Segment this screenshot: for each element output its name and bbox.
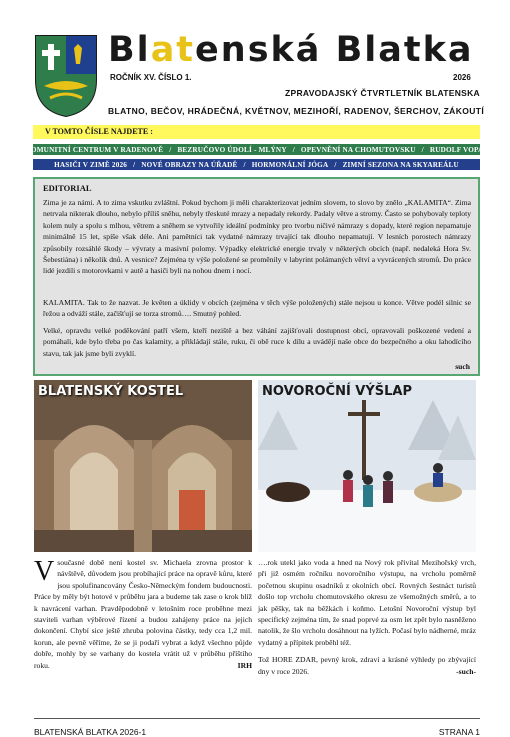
article-signature: IRH [237, 660, 252, 670]
toc-heading-bar [33, 125, 480, 139]
toc-item[interactable]: ZIMNÍ SEZONA NA SKYAREÁLU [342, 160, 459, 169]
footer-divider [34, 718, 480, 719]
toc-row-green: KOMUNITNÍ CENTRUM V RADENOVĚ / BEZRUČOVO ÚDOLÍ - MLÝNY / OPEVNĚNÍ NA CHOMUTOVSKU / RUDOLF VOPAT [25, 145, 488, 154]
hike-photo [258, 380, 476, 552]
photo-title: BLATENSKÝ KOSTEL [38, 384, 184, 399]
church-article [34, 557, 252, 671]
editorial-box [33, 177, 480, 376]
editorial-paragraph: Zima je za námi. A to zima vskutku zvláštní. Pokud bychom ji měli charakterizovat jedním slovem, to slovo by znělo „KALAMITA“. Zima netrvala nikterak dlouho, nebylo příliš sněhu, nebyly třeskuté mrazy a nepadaly rekordy. Padaly větve a stromy. Často se pohybovaly teploty kolem nuly a spolu s mlhou, větrem a sněhem se vytvořily ideální podmínky pro tvorbu ničivé námrazy s dopady, které region nepamatuje minimálně 15 let, spíše však déle. Ani pamětníci tak vydatné námrazy trvající tak dlouho nepamatují. V lesních porostech námrazy způsobily rozsáhlé škody – vývraty a masivní polomy. Výpadky elektrické energie trvaly v některých obcích (např. nedaleká Hora Sv. Šebestiána) i několik dnů. A vesnice? Zejména ty výše položené se proměnily v labyrint polámaných větví a vyvrácených stromů. Do práce lidé jezdili s motorovkami v autě a hasiči byli na nohou dnem i nocí. [43, 198, 471, 276]
toc-item[interactable]: OPEVNĚNÍ NA CHOMUTOVSKU [300, 145, 416, 154]
toc-row-blue: HASIČI V ZIMĚ 2026 / NOVÉ OBRAZY NA ÚŘADĚ / HORMONÁLNÍ JÓGA / ZIMNÍ SEZONA NA SKYAREÁLU [33, 159, 480, 170]
village-list: BLATNO, BEČOV, HRÁDEČNÁ, KVĚTNOV, MEZIHOŘÍ, RADENOV, ŠERCHOV, ZÁKOUTÍ [108, 106, 485, 116]
footer-publication: BLATENSKÁ BLATKA 2026-1 [34, 727, 147, 737]
tagline: ZPRAVODAJSKÝ ČTVRTLETNÍK BLATENSKA [285, 88, 480, 98]
issue-number: ROČNÍK XV. ČÍSLO 1. [110, 73, 192, 82]
toc-item[interactable]: RUDOLF VOPAT [429, 145, 488, 154]
article-text: ….rok utekl jako voda a hned na Nový rok přivítal Mezihořský vrch, při již osmém ročníku novoročního výstupu, na vrcholu poměrně početnou skupinu osadníků z okolních obcí. Rovných šestnáct turistů došlo top vrcholu chomutovského okresu ze všemožných směrů, a to jak pěšky, tak na běžkách i koňmo. Letošní Novoroční výstup byl specifický zejména tím, že snad poprvé za osm let zpět bylo nasněženo natolik, že šlo vrcholu dosáhnout na lyžích. Počasí bylo nádherné, mráz vydatný a přípitek proběhl též. [258, 558, 476, 647]
toc-item[interactable]: NOVÉ OBRAZY NA ÚŘADĚ [141, 160, 238, 169]
editorial-title: EDITORIAL [43, 183, 92, 193]
article-text: Tož HORE ZDAR, pevný krok, zdraví a krásné výhledy po zbývající dny v roce 2026. [258, 655, 476, 676]
article-signature: -such- [456, 666, 476, 676]
article-text: současné době není kostel sv. Michaela zrovna prostor k návštěvě, důvodem jsou probíhající práce na opravě kůru, které jsou spolufinancovány Česko-Německým fondem budoucnosti. Práce by měly být hotové v průběhu jara a budeme tak zase o krok blíž k navrácení varhan. Pravděpodobně v letošním roce proběhne mezi staviteli varhan výběrové řízení a budou zahájeny práce na jejich dokončení. Chybí sice ještě zhruba polovina částky, tedy cca 1,2 mil. korun, ale pevně věříme, že se ji podaří vybrat a když všechno půjde dobře, mohly by se varhany do kostela vrátit už v průběhu příštího roku. [34, 558, 252, 670]
coat-of-arms-logo [34, 34, 98, 118]
church-interior-image [34, 380, 252, 552]
toc-item[interactable]: BEZRUČOVO ÚDOLÍ - MLÝNY [177, 145, 287, 154]
toc-heading: V TOMTO ČÍSLE NAJDETE : [45, 127, 153, 136]
toc-item[interactable]: KOMUNITNÍ CENTRUM V RADENOVĚ [25, 145, 164, 154]
editorial-signature: such [455, 362, 470, 371]
footer-page-number: STRANA 1 [438, 727, 480, 737]
hike-article [258, 557, 476, 677]
church-photo [34, 380, 252, 552]
editorial-paragraph: KALAMITA. Tak to že nazvat. Je květen a úklidy v obcích (zejména v těch výše položených) stále nejsou u konce. Větve podél silnic se řežou a odváží stále, začišťují se torza stromů…. Smutný pohled. [43, 298, 471, 319]
toc-item[interactable]: HASIČI V ZIMĚ 2026 [54, 160, 128, 169]
drop-cap: V [34, 556, 55, 587]
newspaper-title: Blatenská Blatka [108, 30, 474, 70]
title-highlight: at [150, 30, 196, 70]
toc-item[interactable]: HORMONÁLNÍ JÓGA [251, 160, 329, 169]
issue-year: 2026 [453, 73, 471, 82]
winter-hike-image [258, 380, 476, 552]
editorial-paragraph: Velké, opravdu velké poděkování patří všem, kteří neziště a bez váhání zajišťovali dostupnost obcí, opravovali poškozené vedení a pomáhali, kde bylo třeba po čas kalamity, a přikládají stále, ruku, či obě ruce k dílu a uvádějí naše obce do bezpečného a oku lahodícího stavu, tak jak jsme byli zvyklí. [43, 326, 471, 358]
photo-title: NOVOROČNÍ VÝŠLAP [262, 384, 413, 399]
